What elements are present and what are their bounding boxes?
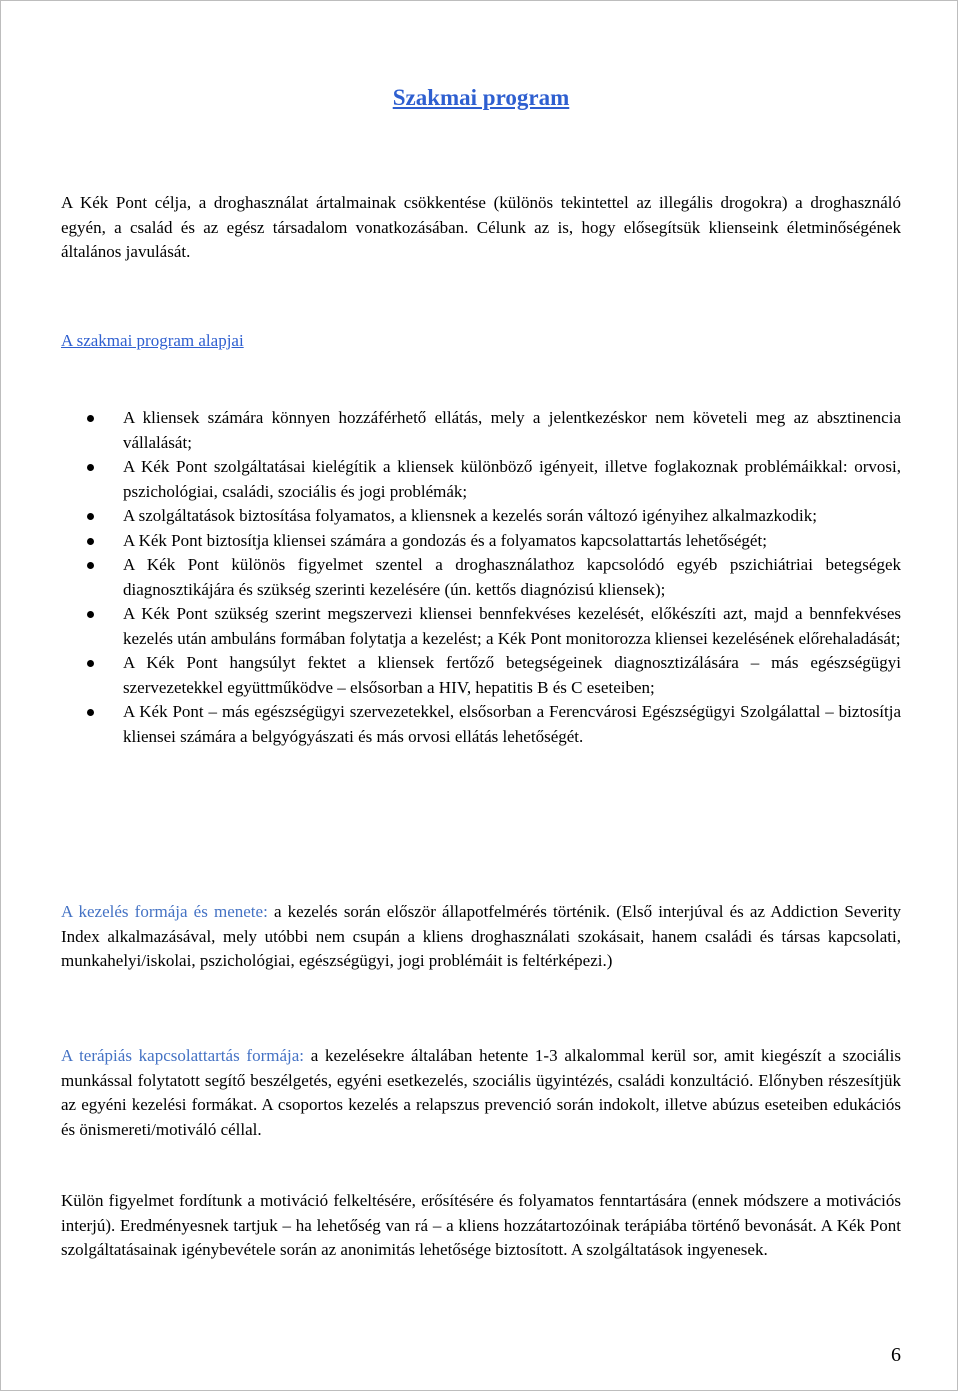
bullet-item: A Kék Pont szolgáltatásai kielégítik a kliensek különböző igényeit, illetve foglakoznak problémáikkal: orvosi, pszichológiai, családi, szociális és jogi problémák;	[123, 455, 901, 504]
bullet-item: A Kék Pont biztosítja kliensei számára a gondozás és a folyamatos kapcsolattartás lehetőségét;	[123, 529, 901, 554]
page-number: 6	[891, 1344, 901, 1366]
intro-paragraph: A Kék Pont célja, a droghasználat ártalmainak csökkentése (különös tekintettel az illegális drogokra) a droghasználó egyén, a család és az egész társadalom vonatkozásában. Célunk az is, hogy elősegítsük klienseink életminőségének általános javulását.	[61, 193, 901, 261]
motivation-paragraph: Külön figyelmet fordítunk a motiváció felkeltésére, erősítésére és folyamatos fenntartására (ennek módszere a motivációs interjú). Eredményesnek tartjuk – ha lehetőség van rá – a kliens hozzátartozóinak terápiába történő bevonását. A Kék Pont szolgáltatásainak igénybevétele során az anonimitás lehetősége biztosított. A szolgáltatások ingyenesek.	[61, 1191, 901, 1259]
page-title: Szakmai program	[392, 85, 570, 110]
treatment-paragraph	[61, 900, 901, 974]
bullet-item: A Kék Pont hangsúlyt fektet a kliensek fertőző betegségeinek diagnosztizálására – más egészségügyi szervezetekkel együttműködve – elsősorban a HIV, hepatitis B és C eseteiben;	[123, 651, 901, 700]
bullet-item: A Kék Pont szükség szerint megszervezi kliensei bennfekvéses kezelését, előkészíti azt, majd a bennfekvéses kezelés után ambuláns formában folytatja a kezelést; a Kék Pont monitorozza kliensei kezelésének előrehaladását;	[123, 602, 901, 651]
therapy-paragraph	[61, 1044, 901, 1142]
therapy-label: A terápiás kapcsolattartás formája:	[61, 1046, 304, 1065]
bullet-item: A Kék Pont különös figyelmet szentel a droghasználathoz kapcsolódó egyéb pszichiátriai betegségek diagnosztikájára és szükség szerinti kezelésére (ún. kettős diagnózisú kliensek);	[123, 553, 901, 602]
basis-heading: A szakmai program alapjai	[61, 331, 244, 350]
basis-bullet-list	[123, 406, 901, 749]
bullet-item: A szolgáltatások biztosítása folyamatos, a kliensnek a kezelés során változó igényihez alkalmazkodik;	[123, 504, 901, 529]
bullet-item: A kliensek számára könnyen hozzáférhető ellátás, mely a jelentkezéskor nem követeli meg az absztinencia vállalását;	[123, 406, 901, 455]
treatment-label: A kezelés formája és menete:	[61, 902, 268, 921]
bullet-item: A Kék Pont – más egészségügyi szervezetekkel, elsősorban a Ferencvárosi Egészségügyi Szolgálattal – biztosítja kliensei számára a belgyógyászati és más orvosi ellátás lehetőségét.	[123, 700, 901, 749]
treatment-text: a kezelés során először állapotfelmérés történik. (Első interjúval és az Addiction Severity Index alkalmazásával, mely utóbbi nem csupán a kliens droghasználati szokásait, hanem családi és társas kapcsolati, munkahelyi/iskolai, pszichológiai, egészségügyi, jogi problémáit is feltérképezi.)	[61, 902, 901, 970]
therapy-text: a kezelésekre általában hetente 1-3 alkalommal kerül sor, amit kiegészít a szociális munkással folytatott segítő beszélgetés, egyéni esetkezelés, szociális ügyintézés, családi konzultáció. Előnyben részesítjük az egyéni kezelési formákat. A csoportos kezelés a relapszus prevenció során indokolt, illetve abúzus eseteiben edukációs és önismereti/motiváló céllal.	[61, 1046, 901, 1139]
